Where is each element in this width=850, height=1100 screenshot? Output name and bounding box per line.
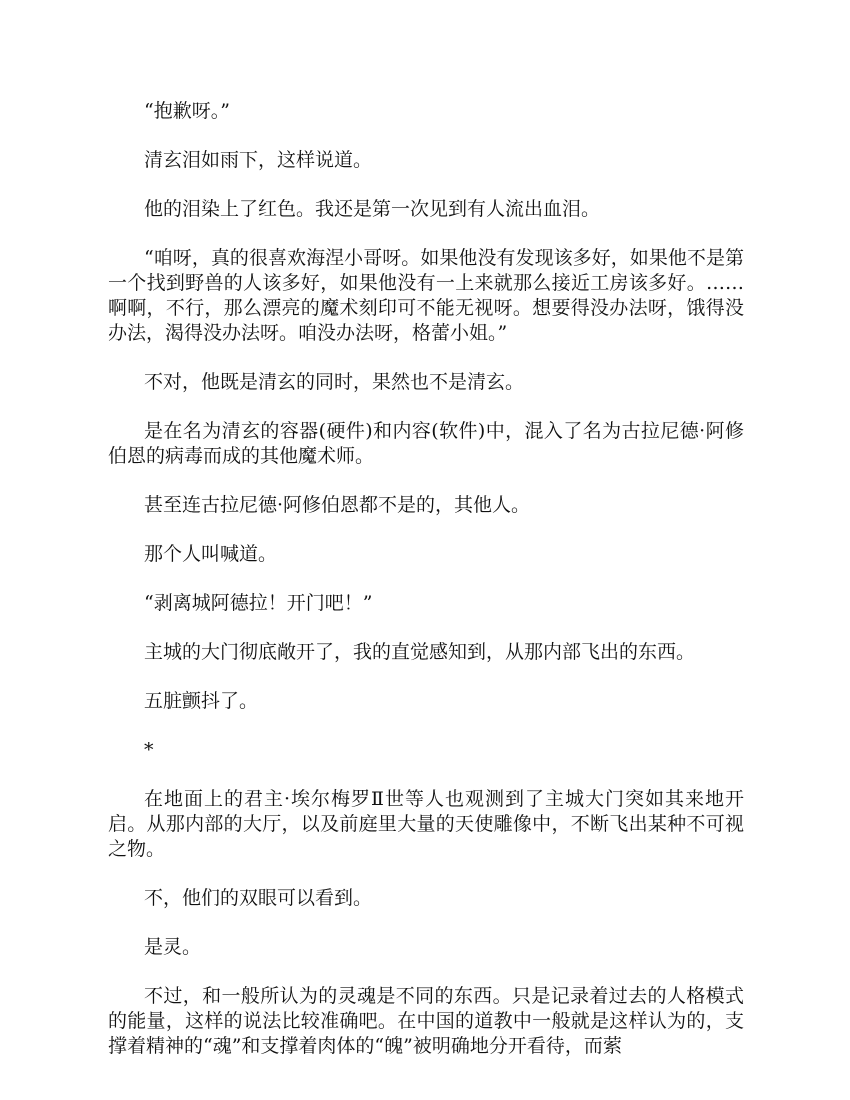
paragraph-main-gate: 主城的大门彻底敞开了，我的直觉感知到，从那内部飞出的东西。 <box>144 641 696 663</box>
paragraph-shout: 那个人叫喊道。 <box>144 543 278 565</box>
paragraph-apology: “抱歉呀。” <box>144 100 230 122</box>
paragraph-blood-tears: 他的泪染上了红色。我还是第一次见到有人流出血泪。 <box>144 198 601 220</box>
paragraph-dialogue-heine: “咱呀，真的很喜欢海涅小哥呀。如果他没有发现该多好，如果他不是第一个找到野兽的人该多好，如果他没有一上来就那么接近工房该多好。……啊啊，不行，那么漂亮的魔术刻印可不能无视呀。想要得没办法呀，饿得没办法，渴得没办法呀。咱没办法呀，格蕾小姐。” <box>108 247 744 344</box>
section-divider: * <box>144 739 154 761</box>
paragraph-virus: 是在名为清玄的容器(硬件)和内容(软件)中，混入了名为古拉尼德·阿修伯恩的病毒而成的其他魔术师。 <box>108 420 744 467</box>
body-text <box>108 99 744 1083</box>
paragraph-eyes-see: 不，他们的双眼可以看到。 <box>144 887 373 909</box>
paragraph-soul-explanation: 不过，和一般所认为的灵魂是不同的东西。只是记录着过去的人格模式的能量，这样的说法比较准确吧。在中国的道教中一般就是这样认为的，支撑着精神的“魂”和支撑着肉体的“魄”被明确地分开看待，而萦 <box>108 985 744 1057</box>
paragraph-open-gate: “剥离城阿德拉！开门吧！” <box>144 592 373 614</box>
paragraph-not-qingxuan: 不对，他既是清玄的同时，果然也不是清玄。 <box>144 371 525 393</box>
paragraph-lord-el-melloi: 在地面上的君主·埃尔梅罗Ⅱ世等人也观测到了主城大门突如其来地开启。从那内部的大厅，以及前庭里大量的天使雕像中，不断飞出某种不可视之物。 <box>108 788 744 860</box>
paragraph-someone-else: 甚至连古拉尼德·阿修伯恩都不是的，其他人。 <box>144 494 531 516</box>
paragraph-spirit: 是灵。 <box>144 936 202 958</box>
paragraph-qingxuan-tears: 清玄泪如雨下，这样说道。 <box>144 149 373 171</box>
paragraph-trembling: 五脏颤抖了。 <box>144 690 259 712</box>
